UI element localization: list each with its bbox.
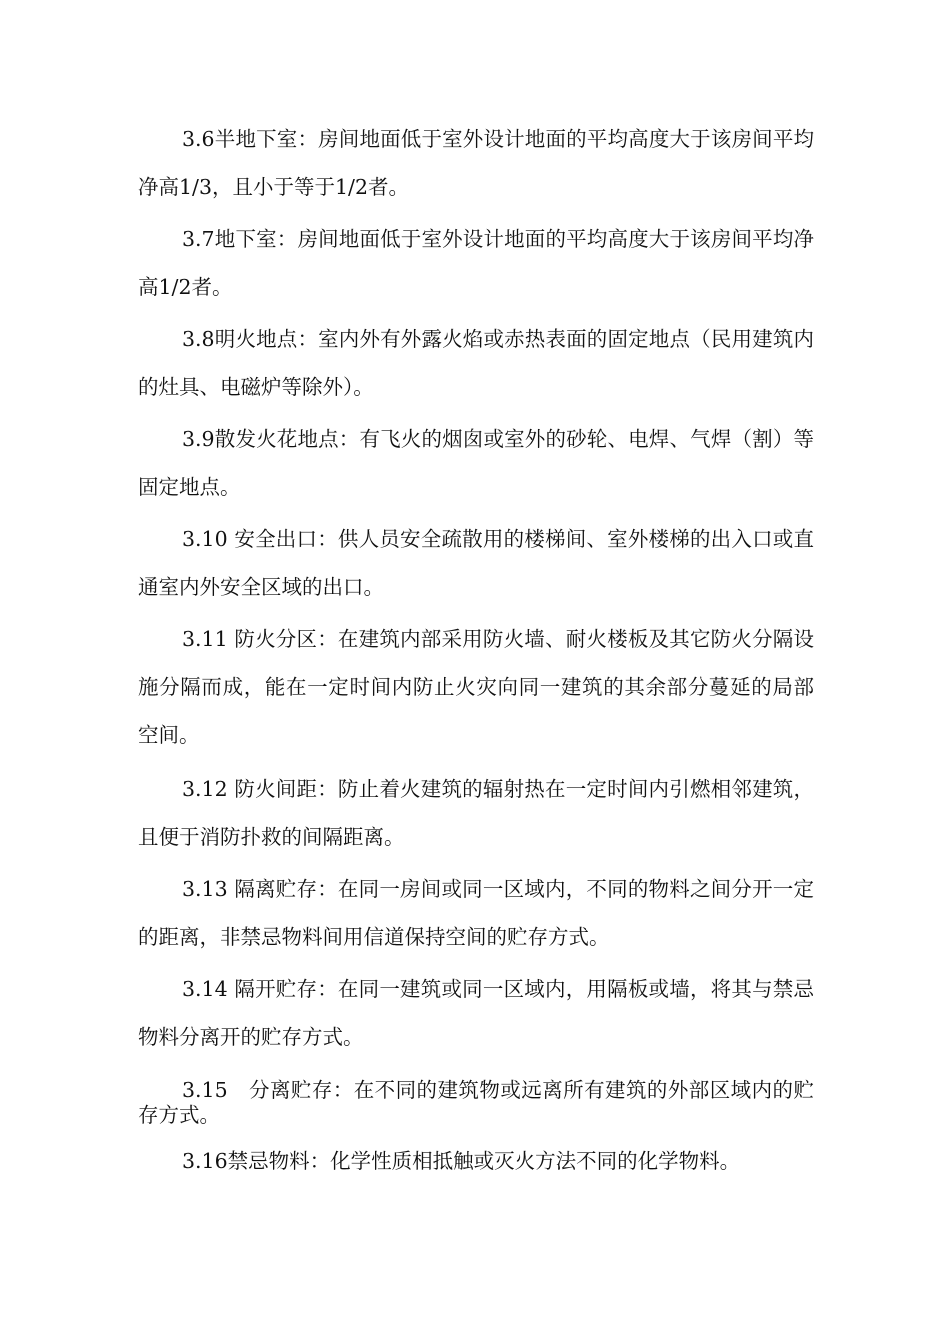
paragraph-3-16: 3.16禁忌物料：化学性质相抵触或灭火方法不同的化学物料。 xyxy=(182,1149,741,1173)
paragraph-3-8: 3.8明火地点：室内外有外露火焰或赤热表面的固定地点（民用建筑内的灶具、电磁炉等除外）。 xyxy=(138,327,814,399)
paragraph-3-15: 3.15 分离贮存：在不同的建筑物或远离所有建筑的外部区域内的贮存方式。 xyxy=(138,1078,814,1127)
paragraph-3-12: 3.12 防火间距：防止着火建筑的辐射热在一定时间内引燃相邻建筑，且便于消防扑救的间隔距离。 xyxy=(138,777,814,849)
paragraph-3-14: 3.14 隔开贮存：在同一建筑或同一区域内，用隔板或墙，将其与禁忌物料分离开的贮存方式。 xyxy=(138,977,814,1049)
paragraph-3-6: 3.6半地下室：房间地面低于室外设计地面的平均高度大于该房间平均净高1/3，且小于等于1/2者。 xyxy=(138,127,814,199)
paragraph-3-7: 3.7地下室：房间地面低于室外设计地面的平均高度大于该房间平均净高1/2者。 xyxy=(138,227,814,299)
paragraph-3-9: 3.9散发火花地点：有飞火的烟囱或室外的砂轮、电焊、气焊（割）等固定地点。 xyxy=(138,427,814,499)
paragraph-3-10: 3.10 安全出口：供人员安全疏散用的楼梯间、室外楼梯的出入口或直通室内外安全区域的出口。 xyxy=(138,527,814,599)
paragraph-3-11: 3.11 防火分区：在建筑内部采用防火墙、耐火楼板及其它防火分隔设施分隔而成，能在一定时间内防止火灾向同一建筑的其余部分蔓延的局部空间。 xyxy=(138,627,814,747)
paragraph-3-13: 3.13 隔离贮存：在同一房间或同一区域内，不同的物料之间分开一定的距离，非禁忌物料间用信道保持空间的贮存方式。 xyxy=(138,877,814,949)
